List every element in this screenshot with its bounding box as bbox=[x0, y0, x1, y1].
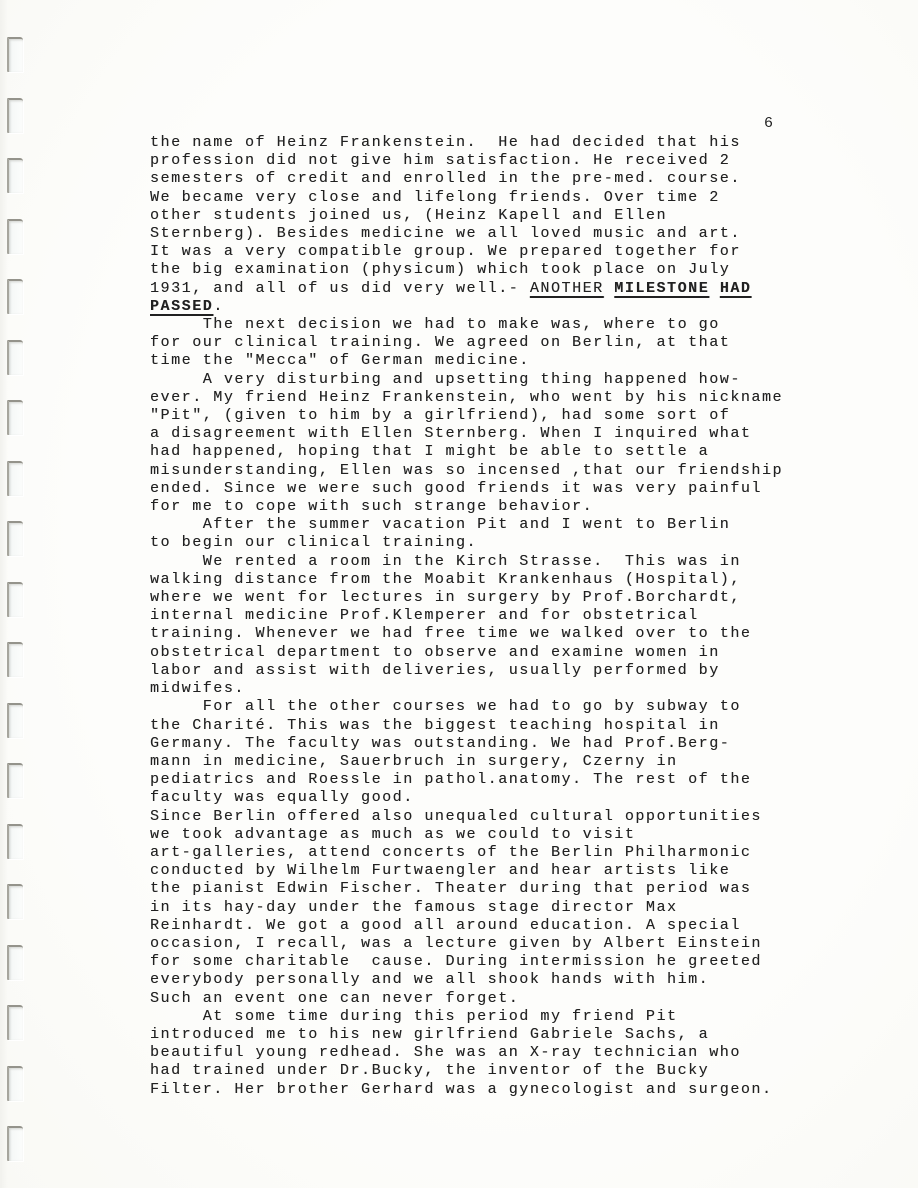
text-line: semesters of credit and enrolled in the pre-med. course. bbox=[150, 170, 741, 188]
text-line: mann in medicine, Sauerbruch in surgery, Czerny in bbox=[150, 752, 678, 770]
text-line: After the summer vacation Pit and I went to Berlin bbox=[150, 516, 731, 534]
binding-hole bbox=[7, 521, 23, 556]
text-line: occasion, I recall, was a lecture given by Albert Einstein bbox=[150, 934, 762, 952]
binding-hole bbox=[7, 340, 23, 375]
text-line: faculty was equally good. bbox=[150, 789, 414, 807]
text-line: PASSED. bbox=[150, 297, 224, 315]
text-line: Since Berlin offered also unequaled cultural opportunities bbox=[150, 807, 762, 825]
text-line: internal medicine Prof.Klemperer and for obstetrical bbox=[150, 607, 699, 625]
binding-hole bbox=[7, 1126, 23, 1161]
text-line: labor and assist with deliveries, usually performed by bbox=[150, 661, 720, 679]
page-number: 6 bbox=[764, 115, 775, 132]
text-line: had happened, hoping that I might be able to settle a bbox=[150, 443, 710, 461]
text-line: time the "Mecca" of German medicine. bbox=[150, 352, 530, 370]
text-line: the name of Heinz Frankenstein. He had decided that his bbox=[150, 134, 741, 151]
text-line: At some time during this period my friend Pit bbox=[150, 1007, 678, 1025]
text-line: ended. Since we were such good friends it was very painful bbox=[150, 479, 762, 497]
text-line: we took advantage as much as we could to visit bbox=[150, 825, 636, 843]
binding-hole bbox=[7, 824, 23, 859]
text-line: A very disturbing and upsetting thing happened how- bbox=[150, 370, 741, 388]
text-line: the pianist Edwin Fischer. Theater during that period was bbox=[150, 880, 752, 898]
binding-hole bbox=[7, 763, 23, 798]
text-line: For all the other courses we had to go by subway to bbox=[150, 698, 741, 716]
text-line: "Pit", (given to him by a girlfriend), had some sort of bbox=[150, 407, 731, 425]
text-line: The next decision we had to make was, where to go bbox=[150, 316, 720, 334]
binding-hole bbox=[7, 98, 23, 133]
text-line: the big examination (physicum) which took place on July bbox=[150, 261, 731, 279]
binding-hole bbox=[7, 158, 23, 193]
text-line: conducted by Wilhelm Furtwaengler and hear artists like bbox=[150, 862, 731, 880]
binding-hole bbox=[7, 945, 23, 980]
typewritten-text bbox=[150, 134, 870, 1099]
binding-hole bbox=[7, 1005, 23, 1040]
text-line: We rented a room in the Kirch Strasse. This was in bbox=[150, 552, 741, 570]
binding-holes bbox=[0, 0, 40, 1188]
text-line: for our clinical training. We agreed on Berlin, at that bbox=[150, 334, 731, 352]
text-line: Sternberg). Besides medicine we all loved music and art. bbox=[150, 225, 741, 243]
binding-hole bbox=[7, 642, 23, 677]
binding-hole bbox=[7, 703, 23, 738]
text-line: training. Whenever we had free time we walked over to the bbox=[150, 625, 752, 643]
binding-hole bbox=[7, 219, 23, 254]
text-line: pediatrics and Roessle in pathol.anatomy. The rest of the bbox=[150, 771, 752, 789]
text-line: introduced me to his new girlfriend Gabriele Sachs, a bbox=[150, 1025, 710, 1043]
binding-hole bbox=[7, 582, 23, 617]
text-line: obstetrical department to observe and examine women in bbox=[150, 643, 720, 661]
text-line: profession did not give him satisfaction. He received 2 bbox=[150, 152, 731, 170]
text-line: misunderstanding, Ellen was so incensed ,that our friendship bbox=[150, 461, 784, 479]
text-line: Such an event one can never forget. bbox=[150, 989, 520, 1007]
text-line: 1931, and all of us did very well.- ANOTHER MILESTONE HAD bbox=[150, 279, 752, 297]
text-line: art-galleries, attend concerts of the Berlin Philharmonic bbox=[150, 843, 752, 861]
binding-hole bbox=[7, 400, 23, 435]
text-line: everybody personally and we all shook hands with him. bbox=[150, 971, 710, 989]
text-line: for some charitable cause. During intermission he greeted bbox=[150, 953, 762, 971]
text-line: midwifes. bbox=[150, 680, 245, 698]
text-line: It was a very compatible group. We prepared together for bbox=[150, 243, 741, 261]
text-line: walking distance from the Moabit Krankenhaus (Hospital), bbox=[150, 570, 741, 588]
text-line: the Charité. This was the biggest teaching hospital in bbox=[150, 716, 720, 734]
text-line: a disagreement with Ellen Sternberg. When I inquired what bbox=[150, 425, 752, 443]
binding-hole bbox=[7, 37, 23, 72]
text-line: Filter. Her brother Gerhard was a gynecologist and surgeon. bbox=[150, 1080, 773, 1098]
text-line: beautiful young redhead. She was an X-ray technician who bbox=[150, 1044, 741, 1062]
text-line: other students joined us, (Heinz Kapell and Ellen bbox=[150, 206, 668, 224]
binding-hole bbox=[7, 884, 23, 919]
text-line: to begin our clinical training. bbox=[150, 534, 478, 552]
binding-hole bbox=[7, 279, 23, 314]
text-line: Germany. The faculty was outstanding. We had Prof.Berg- bbox=[150, 734, 731, 752]
binding-hole bbox=[7, 1066, 23, 1101]
text-line: where we went for lectures in surgery by Prof.Borchardt, bbox=[150, 589, 741, 607]
binding-hole bbox=[7, 461, 23, 496]
text-line: Reinhardt. We got a good all around education. A special bbox=[150, 916, 741, 934]
text-line: in its hay-day under the famous stage director Max bbox=[150, 898, 678, 916]
text-line: for me to cope with such strange behavior. bbox=[150, 498, 594, 516]
text-line: had trained under Dr.Bucky, the inventor of the Bucky bbox=[150, 1062, 710, 1080]
text-line: We became very close and lifelong friends. Over time 2 bbox=[150, 188, 720, 206]
text-line: ever. My friend Heinz Frankenstein, who went by his nickname bbox=[150, 388, 784, 406]
